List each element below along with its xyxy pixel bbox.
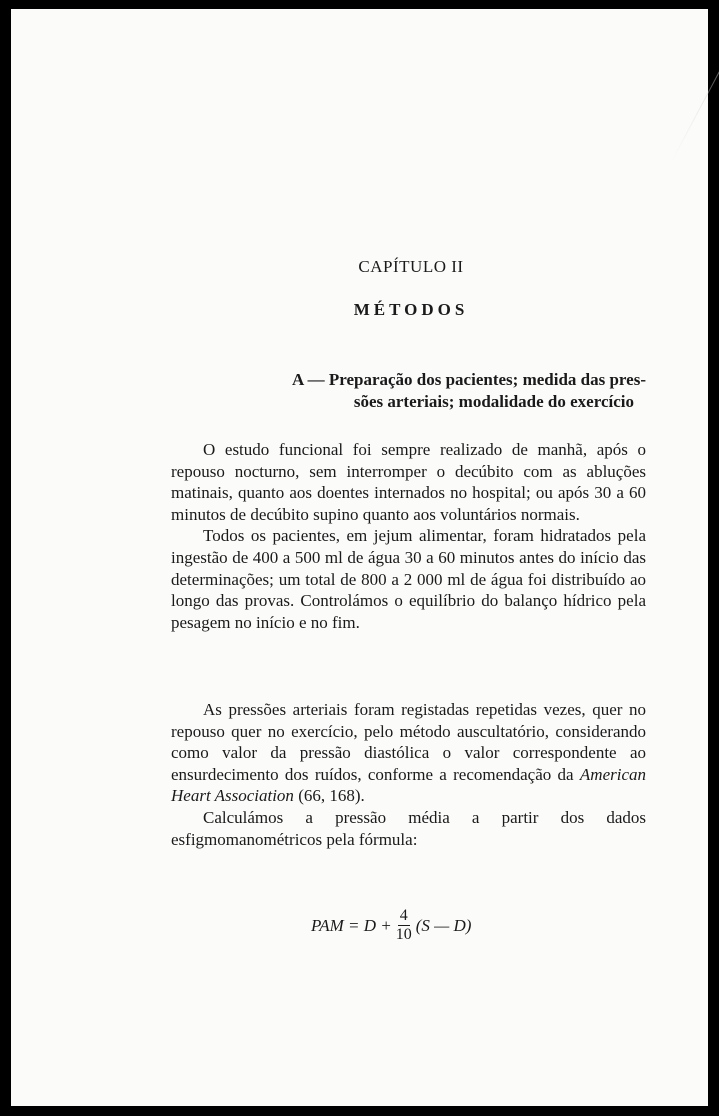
formula-numerator: 4 xyxy=(399,907,408,924)
document-page xyxy=(11,9,708,1106)
body-text-block-1 xyxy=(171,439,646,633)
paragraph-3 xyxy=(171,699,646,807)
body-text-block-2 xyxy=(171,699,646,850)
paragraph-3-italic: American Heart Association xyxy=(171,764,646,806)
formula-lhs: PAM = D + xyxy=(311,915,392,935)
chapter-title: MÉTODOS xyxy=(353,300,469,319)
chapter-heading: CAPÍTULO II xyxy=(358,257,464,276)
paragraph-3-start: As pressões arteriais foram registadas repetidas vezes, quer no repouso quer no exercício, pelo método auscultatório, considerando como valor da pressão diastólica o valor correspondente ao ensurdecimento dos ruídos, conforme a recomendação da xyxy=(171,700,646,784)
section-heading xyxy=(241,369,646,413)
pam-formula xyxy=(311,907,471,944)
section-heading-line-2: sões arteriais; modalidade do exercício xyxy=(353,392,634,411)
paragraph-3-end: (66, 168). xyxy=(293,786,365,806)
formula-denominator: 10 xyxy=(395,926,412,943)
paragraph-2: Todos os pacientes, em jejum alimentar, foram hidratados pela ingestão de 400 a 500 ml de água 30 a 60 minutos antes do início das determinações; um total de 800 a 2 000 ml de água foi distribuído ao longo das provas. Controlámos o equilíbrio do balanço hídrico pela pesagem no início e no fim. xyxy=(171,526,646,632)
paragraph-4: Calculámos a pressão média a partir dos dados esfigmomanométricos pela fórmula: xyxy=(171,807,646,849)
formula-rhs: (S — D) xyxy=(415,915,472,935)
formula-fraction xyxy=(396,907,412,944)
paragraph-1: O estudo funcional foi sempre realizado de manhã, após o repouso nocturno, sem interromper o decúbito com as abluções matinais, quanto aos doentes internados no hospital; ou após 30 a 60 minutos de decúbito supino quanto aos voluntários normais. xyxy=(171,440,646,524)
section-heading-line-1: A — Preparação dos pacientes; medida das pres- xyxy=(291,370,646,389)
